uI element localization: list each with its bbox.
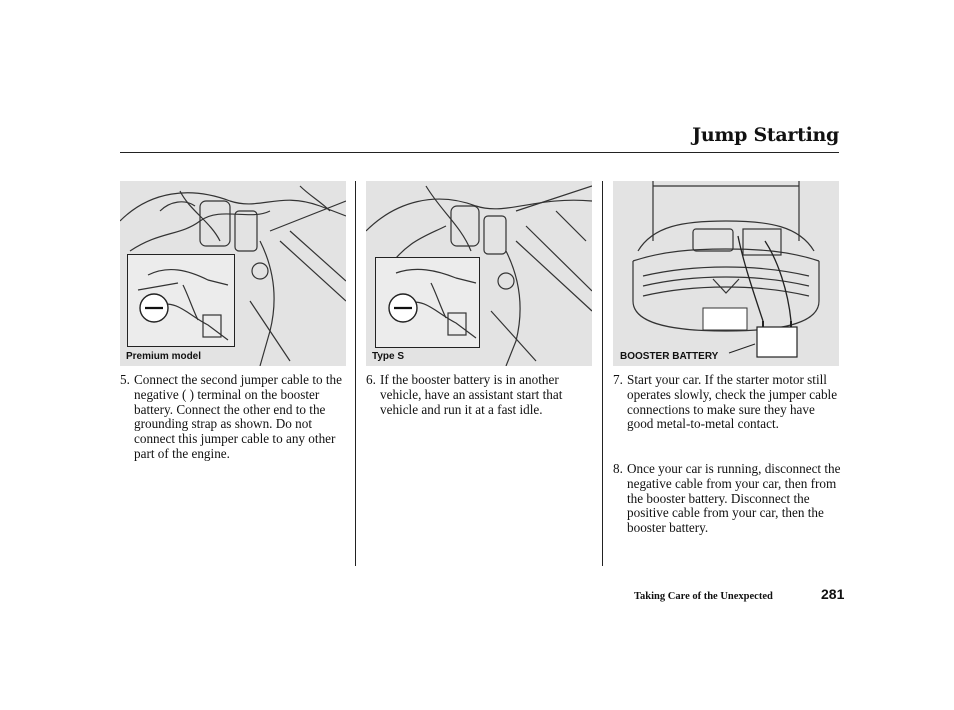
step-text: Start your car. If the starter motor still operates slowly, check the jumper cable connections to make sure they have good metal-to-metal contact. (627, 372, 838, 432)
ground-strap-illustration (128, 255, 234, 346)
step-number: 8. (613, 461, 623, 476)
step-5 (120, 373, 342, 462)
terminal-inset (375, 257, 480, 348)
step-text: Once your car is running, disconnect the negative cable from your car, then from the booster battery. Disconnect the positive cable from your car, then the booster battery. (627, 461, 841, 536)
terminal-inset (127, 254, 235, 347)
car-front-illustration (613, 181, 839, 366)
page-number: 281 (821, 586, 845, 602)
footer-section-title: Taking Care of the Unexpected (634, 591, 773, 602)
step-text: Connect the second jumper cable to the negative ( ) terminal on the booster battery. Connect the other end to the grounding strap as shown. Do not connect this jumper cable to any other part of the engine. (134, 372, 342, 461)
title-rule (120, 152, 839, 153)
step-number: 6. (366, 372, 376, 387)
figure-booster-battery (613, 181, 839, 366)
figure-premium-model (120, 181, 346, 366)
figure-caption: BOOSTER BATTERY (620, 351, 719, 362)
step-number: 7. (613, 372, 623, 387)
figure-type-s (366, 181, 592, 366)
step-8 (613, 462, 841, 536)
column-divider (602, 181, 603, 566)
step-7 (613, 373, 841, 432)
figure-caption: Premium model (126, 351, 202, 362)
step-6 (366, 373, 596, 417)
page-title: Jump Starting (692, 124, 839, 146)
ground-strap-illustration (376, 258, 479, 347)
column-divider (355, 181, 356, 566)
step-text: If the booster battery is in another vehicle, have an assistant start that vehicle and run it at a fast idle. (380, 372, 563, 417)
figure-caption: Type S (372, 351, 405, 362)
step-number: 5. (120, 372, 130, 387)
